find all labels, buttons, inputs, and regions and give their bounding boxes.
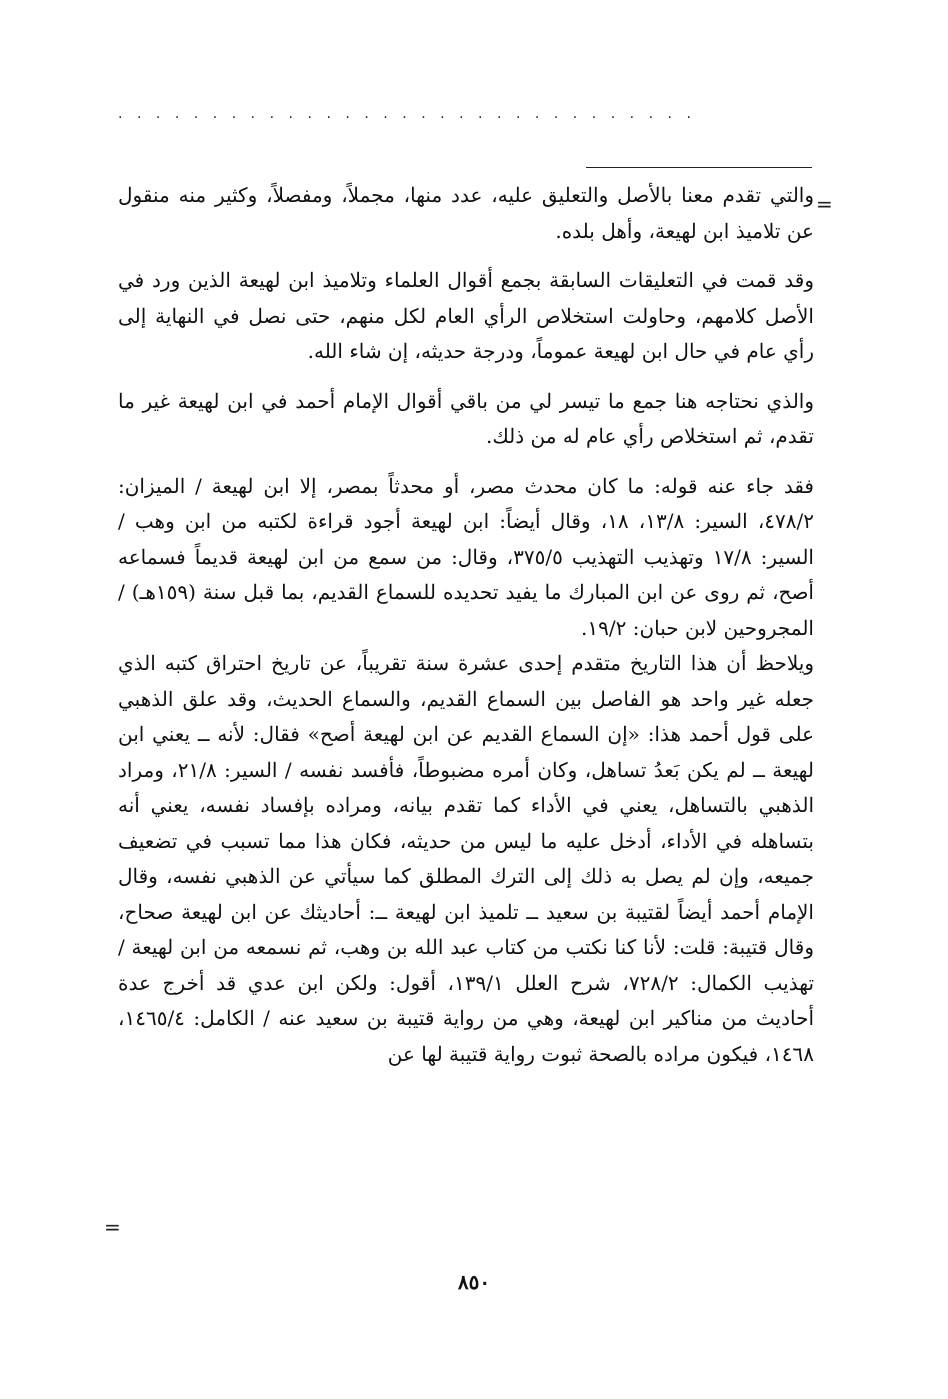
continuation-mark-top: = — [816, 192, 833, 216]
paragraph-5: ويلاحظ أن هذا التاريخ متقدم إحدى عشرة سنة تقريباً، عن تاريخ احتراق كتبه الذي جعله غير واحد هو الفاصل بين السماع القديم، والسماع الحديث، وقد علق الذهبي على قول أحمد هذا: «إن السماع القديم عن ابن لهيعة أصح» فقال: لأنه ــ يعني ابن لهيعة ــ لم يكن بَعدُ تساهل، وكان أمره مضبوطاً، فأفسد نفسه / السير: ٢١/٨، ومراد الذهبي بالتساهل، يعني في الأداء كما تقدم بيانه، ومراده بإفساد نفسه، يعني أنه بتساهله في الأداء، أدخل عليه ما ليس من حديثه، فكان هذا مما تسبب في تضعيف جميعه، وإن لم يصل به ذلك إلى الترك المطلق كما سيأتي عن الذهبي نفسه، وقال الإمام أحمد أيضاً لقتيبة بن سعيد ــ تلميذ ابن لهيعة ــ: أحاديثك عن ابن لهيعة صحاح، وقال قتيبة: قلت: لأنا كنا نكتب من كتاب عبد الله بن وهب، ثم نسمعه من ابن لهيعة / تهذيب الكمال: ٧٢٨/٢، شرح العلل ١٣٩/١، أقول: ولكن ابن عدي قد أخرج عدة أحاديث من مناكير ابن لهيعة، وهي من رواية قتيبة بن سعيد عنه / الكامل: ١٤٦٥/٤، ١٤٦٨، فيكون مراده بالصحة ثبوت رواية قتيبة لها عن — [118, 651, 815, 1066]
page-number: ٨٥٠ — [457, 1270, 491, 1294]
paragraph-1: والتي تقدم معنا بالأصل والتعليق عليه، عدد منها، مجملاً، ومفصلاً، وكثير منه منقول عن تلاميذ ابن لهيعة، وأهل بلده. — [118, 183, 814, 243]
footnote-body — [118, 178, 814, 1072]
paragraph-2: وقد قمت في التعليقات السابقة بجمع أقوال العلماء وتلاميذ ابن لهيعة الذين ورد في الأصل كلامهم، وحاولت استخلاص الرأي العام لكل منهم، حتى نصل في النهاية إلى رأي عام في حال ابن لهيعة عموماً، ودرجة حديثه، إن شاء الله. — [118, 268, 814, 363]
header-dotted-line: ............................... — [118, 106, 706, 122]
continuation-mark-bottom: = — [104, 1215, 121, 1239]
paragraph-3: والذي نحتاجه هنا جمع ما تيسر لي من باقي أقوال الإمام أحمد في ابن لهيعة غير ما تقدم، ثم استخلاص رأي عام له من ذلك. — [118, 388, 814, 448]
paragraph-4: فقد جاء عنه قوله: ما كان محدث مصر، أو محدثاً بمصر، إلا ابن لهيعة / الميزان: ٤٧٨/٢، السير: ١٣/٨، ١٨، وقال أيضاً: ابن لهيعة أجود قراءة لكتبه من ابن وهب / السير: ١٧/٨ وتهذيب التهذيب ٣٧٥/٥، وقال: من سمع من ابن لهيعة قديماً فسماعه أصح، ثم روى عن ابن المبارك ما يفيد تحديده للسماع القديم، بما قبل سنة (١٥٩هـ) / المجروحين لابن حبان: ١٩/٢. — [118, 473, 814, 640]
footnote-separator-rule — [586, 167, 812, 168]
